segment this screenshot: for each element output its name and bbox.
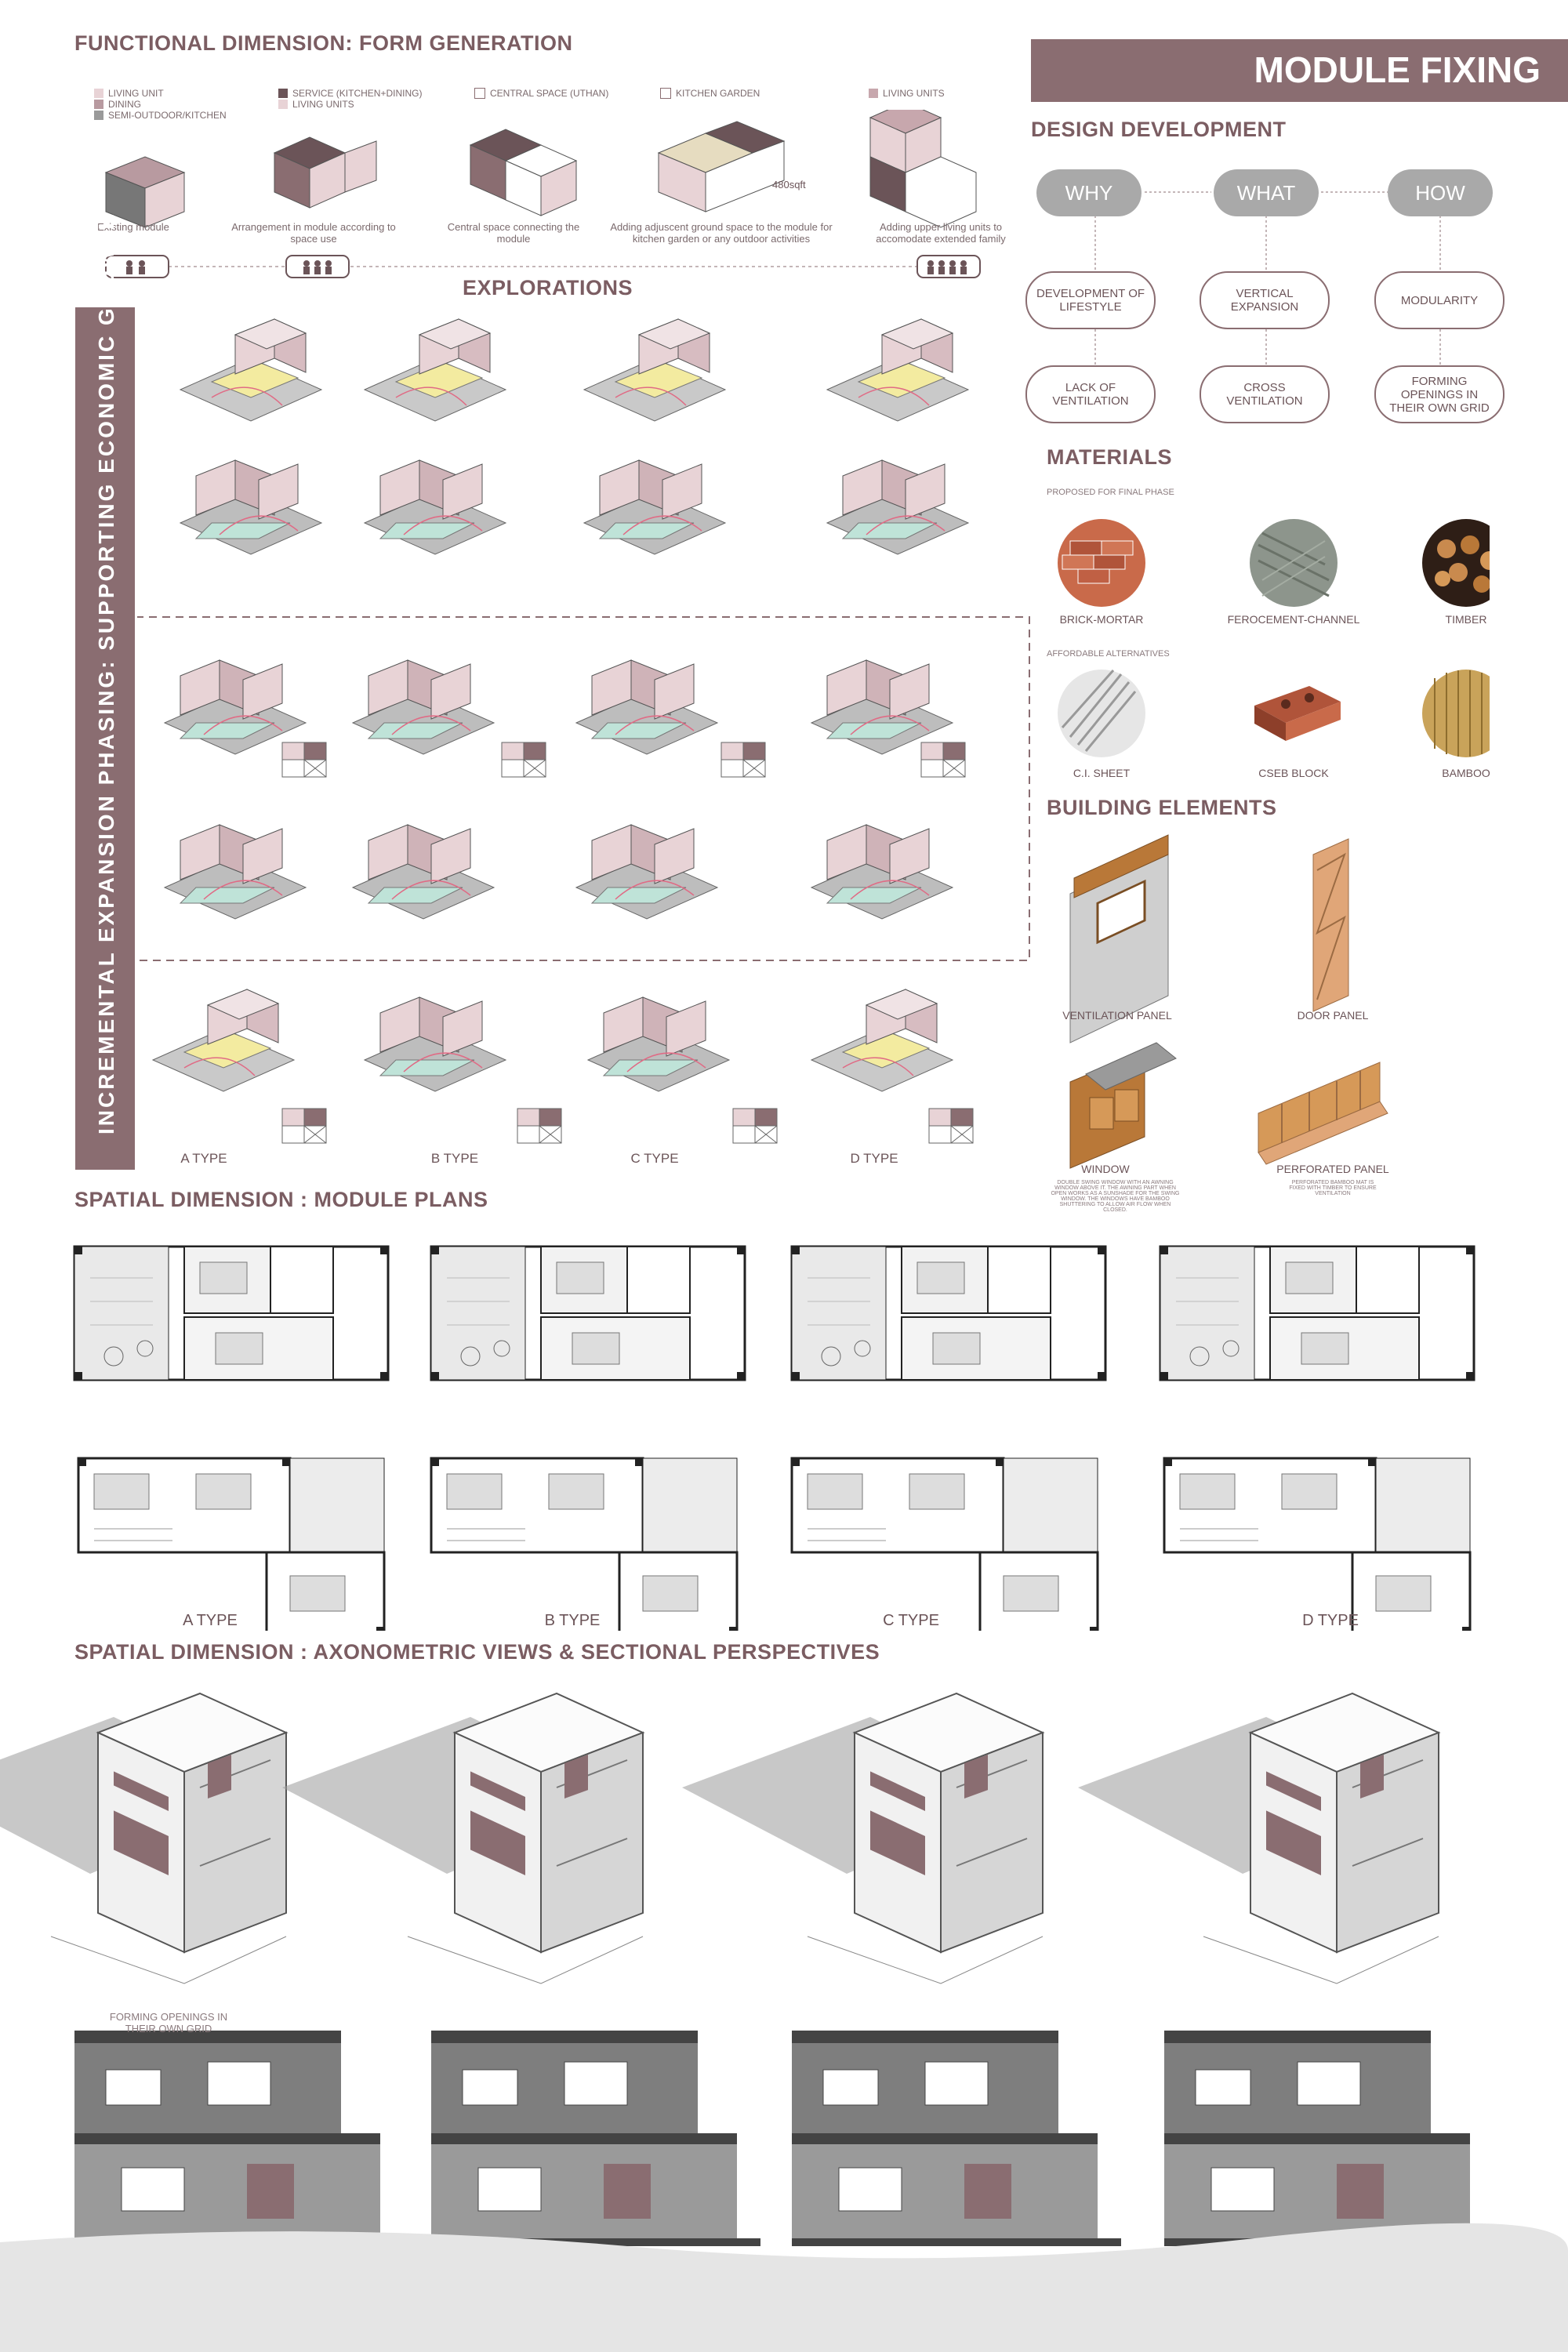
legend-group-4 <box>660 88 760 99</box>
plan-type-d: D TYPE <box>1302 1612 1359 1629</box>
explorations-title: EXPLORATIONS <box>463 276 633 299</box>
exploration-type-c: C TYPE <box>630 1151 679 1166</box>
functional-title: FUNCTIONAL DIMENSION: FORM GENERATION <box>74 31 573 55</box>
ci-sheet-swatch <box>1058 670 1145 757</box>
how-row1: MODULARITY <box>1374 271 1504 329</box>
exploration-grid <box>137 307 1039 1170</box>
legend-item: CENTRAL SPACE (UTHAN) <box>474 88 608 99</box>
ferocement-channel-swatch <box>1250 519 1338 607</box>
module-plans-title: SPATIAL DIMENSION : MODULE PLANS <box>74 1188 488 1211</box>
module-upper-units <box>870 110 976 227</box>
side-band-text: INCREMENTAL EXPANSION PHASING: SUPPORTING ECONOMIC GROWTH <box>94 211 118 1134</box>
cseb-block-swatch <box>1254 686 1341 741</box>
timber-label: TIMBER <box>1445 613 1487 626</box>
door-panel-label: DOOR PANEL <box>1297 1009 1369 1022</box>
module-kitchen-garden <box>659 122 784 212</box>
legend-item: DINING <box>94 99 227 110</box>
exploration-type-d: D TYPE <box>850 1151 898 1166</box>
legend-item: LIVING UNITS <box>278 99 422 110</box>
module-arrangement <box>274 137 376 208</box>
alternatives-label: AFFORDABLE ALTERNATIVES <box>1047 649 1170 659</box>
window-drawing <box>1070 1043 1176 1168</box>
window-label: WINDOW <box>1081 1163 1130 1175</box>
how-pill: HOW <box>1388 169 1493 216</box>
perforated-note: PERFORATED BAMBOO MAT IS FIXED WITH TIMBER TO ENSURE VENTILATION <box>1289 1180 1377 1196</box>
legend-item: SERVICE (KITCHEN+DINING) <box>278 88 422 99</box>
caption-central-space: Central space connecting the module <box>447 221 580 245</box>
module-fixing-banner <box>1031 39 1568 102</box>
axonometric-title: SPATIAL DIMENSION : AXONOMETRIC VIEWS & SECTIONAL PERSPECTIVES <box>74 1640 880 1664</box>
plan-type-b: B TYPE <box>544 1612 601 1629</box>
window-note: DOUBLE SWING WINDOW WITH AN AWNING WINDOW ABOVE IT. THE AWNING PART WHEN OPEN WORKS AS A SUNSHADE FOR THE SWING WINDOW. THE WINDOWS HAVE BAMBOO SHUTTERING TO ALLOW AIR FLOW WHEN CLOSED. <box>1051 1180 1180 1213</box>
legend-item: KITCHEN GARDEN <box>660 88 760 99</box>
caption-existing: Existing module <box>97 221 169 233</box>
why-row2: LACK OF VENTILATION <box>1025 365 1156 423</box>
legend-group-5 <box>869 88 945 99</box>
bamboo-label: BAMBOO <box>1442 767 1490 779</box>
proposed-label: PROPOSED FOR FINAL PHASE <box>1047 488 1174 497</box>
what-row1: VERTICAL EXPANSION <box>1200 271 1330 329</box>
perforated-panel-drawing <box>1258 1062 1388 1164</box>
area-note: 480sqft <box>772 179 806 191</box>
banner-title: MODULE FIXING <box>1254 49 1541 90</box>
exploration-type-a: A TYPE <box>180 1151 227 1166</box>
building-elements-title: BUILDING ELEMENTS <box>1047 796 1277 819</box>
how-row2: FORMING OPENINGS IN THEIR OWN GRID <box>1374 365 1504 423</box>
ferocement-label: FEROCEMENT-CHANNEL <box>1227 613 1360 626</box>
caption-kitchen-garden: Adding adjuscent ground space to the module for kitchen garden or any outdoor activities <box>610 221 833 245</box>
what-row2: CROSS VENTILATION <box>1200 365 1330 423</box>
perforated-panel-label: PERFORATED PANEL <box>1276 1163 1389 1175</box>
brick-mortar-label: BRICK-MORTAR <box>1059 613 1144 626</box>
legend-item: LIVING UNIT <box>94 88 227 99</box>
section-note: FORMING OPENINGS IN THEIR OWN GRID <box>109 2011 228 2034</box>
legend-item: SEMI-OUTDOOR/KITCHEN <box>94 110 227 121</box>
legend-group-3 <box>474 88 608 99</box>
materials-title: MATERIALS <box>1047 445 1172 469</box>
what-pill: WHAT <box>1214 169 1319 216</box>
family-icon-large <box>917 256 980 278</box>
ci-sheet-label: C.I. SHEET <box>1073 767 1131 779</box>
exploration-type-b: B TYPE <box>430 1151 479 1166</box>
building-elements-drawings <box>1051 823 1411 1176</box>
why-pill: WHY <box>1036 169 1142 216</box>
plan-type-c: C TYPE <box>883 1612 939 1629</box>
ventilation-panel-label: VENTILATION PANEL <box>1062 1009 1172 1022</box>
legend-group-2 <box>278 88 422 110</box>
bamboo-swatch <box>1422 670 1490 757</box>
caption-upper-units: Adding upper living units to accomodate extended family <box>876 221 1006 245</box>
legend-item: LIVING UNITS <box>869 88 945 99</box>
module-central-space <box>470 129 576 216</box>
design-development-title: DESIGN DEVELOPMENT <box>1031 118 1287 141</box>
timber-swatch <box>1422 519 1490 607</box>
plan-type-a: A TYPE <box>183 1612 238 1629</box>
cseb-block-label: CSEB BLOCK <box>1258 767 1329 779</box>
why-row1: DEVELOPMENT OF LIFESTYLE <box>1025 271 1156 329</box>
caption-arrangement: Arrangement in module according to space use <box>231 221 396 245</box>
brick-mortar-swatch <box>1058 519 1145 607</box>
door-panel-drawing <box>1313 839 1348 1011</box>
module-plans-drawings <box>63 1231 1521 1631</box>
